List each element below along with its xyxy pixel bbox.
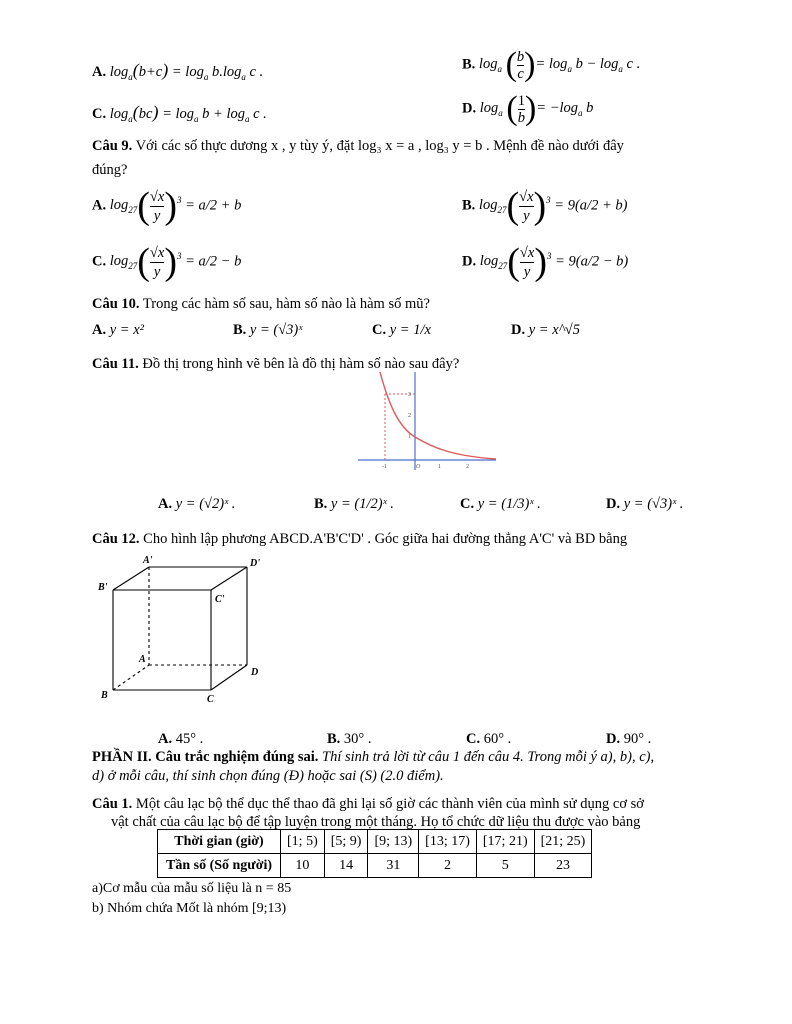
graph-tick-x-neg1: -1 <box>382 464 387 470</box>
table-header-frequency: Tần số (Số người) <box>158 854 281 878</box>
table-frequency: 5 <box>476 854 534 878</box>
edge-b-a <box>113 665 149 690</box>
q8-option-d: D. $\log_a$ ( $\frac{1}{b}$ )= $-\log_a$ b <box>462 90 594 127</box>
q12-option-d: D. 90° . <box>606 731 652 747</box>
table-interval: [13; 17) <box>419 830 477 854</box>
q12-stem: Câu 12. Cho hình lập phương ABCD.A'B'C'D' . Góc giữa hai đường thẳng A'C' và BD bằng <box>92 531 628 547</box>
q9-option-a: A. $\log_{27}$( $\frac{√x}{y}$ )$^3$ = a/2 + b <box>92 185 242 227</box>
q10-option-b: B. y = (√3)ˣ <box>233 322 303 338</box>
graph-tick-y-2: 2 <box>408 413 411 419</box>
q10-stem: Câu 10. Trong các hàm số sau, hàm số nào là hàm số mũ? <box>92 296 430 312</box>
label-c1: C' <box>215 594 225 605</box>
graph-tick-y-3: 3 <box>408 392 411 398</box>
label-c: C <box>207 694 214 702</box>
graph-origin-label: O <box>416 464 421 470</box>
q8-option-b: B. $\log_a$ ( $\frac{b}{c}$ )= $\log_a b - \log_a c$ . <box>462 46 641 83</box>
label-a: A <box>139 654 146 665</box>
q11-option-b: B. y = (1/2)ˣ . <box>314 496 394 512</box>
edge-d-c <box>211 665 247 690</box>
graph-tick-x-2: 2 <box>466 464 469 470</box>
frequency-table <box>157 829 592 878</box>
table-interval: [17; 21) <box>476 830 534 854</box>
graph-tick-y-1: 1 <box>408 434 411 440</box>
q9-stem: Câu 9. Với các số thực dương x , y tùy ý, đặt log₃ x = a , log₃ y = b . Mệnh đề nào dưới đây <box>92 138 624 154</box>
q11-option-c: C. y = (1/3)ˣ . <box>460 496 541 512</box>
graph-curve <box>380 372 496 459</box>
q9-option-b: B. $\log_{27}$( $\frac{√x}{y}$ )$^3$ = 9(a/2 + b) <box>462 185 628 227</box>
q11-option-d: D. y = (√3)ˣ . <box>606 496 684 512</box>
label-a1: A' <box>143 555 153 566</box>
q9-option-c: C. $\log_{27}$( $\frac{√x}{y}$ )$^3$ = a/2 − b <box>92 241 242 283</box>
p2q1-statement-a: a)Cơ mẫu của mẫu số liệu là n = 85 <box>92 881 292 896</box>
table-frequency: 10 <box>281 854 325 878</box>
part2-header-cont: d) ở mỗi câu, thí sinh chọn đúng (Đ) hoặc sai (S) (2.0 điểm). <box>92 768 444 784</box>
q12-option-c: C. 60° . <box>466 731 512 747</box>
q12-option-a: A. 45° . <box>158 731 204 747</box>
table-header-time: Thời gian (giờ) <box>158 830 281 854</box>
q12-cube-figure <box>96 552 271 702</box>
table-interval: [21; 25) <box>534 830 592 854</box>
q9-stem-cont: đúng? <box>92 162 128 178</box>
table-frequency: 31 <box>368 854 419 878</box>
table-interval: [5; 9) <box>324 830 368 854</box>
p2q1-stem: Câu 1. Một câu lạc bộ thể dục thể thao đã ghi lại số giờ các thành viên của mình sử dụng cơ sở <box>92 796 644 812</box>
q12-option-b: B. 30° . <box>327 731 372 747</box>
table-row <box>158 854 592 878</box>
q11-option-a: A. y = (√2)ˣ . <box>158 496 236 512</box>
table-row <box>158 830 592 854</box>
label-b1: B' <box>98 582 108 593</box>
table-frequency: 2 <box>419 854 477 878</box>
label-b: B <box>101 690 108 701</box>
q8-option-a: A. $\log_a(b+c) = \log_a b.\log_a$ c . <box>92 60 264 82</box>
table-interval: [9; 13) <box>368 830 419 854</box>
q10-option-a: A. y = x² <box>92 322 144 338</box>
graph-tick-x-1: 1 <box>438 464 441 470</box>
p2q1-stem-cont: vật chất của câu lạc bộ để tập luyện trong một tháng. Họ tổ chức dữ liệu thu được vào bảng <box>111 814 641 830</box>
table-frequency: 14 <box>324 854 368 878</box>
label-d: D <box>251 667 259 678</box>
part2-header: PHẦN II. Câu trắc nghiệm đúng sai. Thí sinh trả lời từ câu 1 đến câu 4. Trong mỗi ý a), b), c), <box>92 749 655 765</box>
q11-stem: Câu 11. Đồ thị trong hình vẽ bên là đồ thị hàm số nào sau đây? <box>92 356 460 372</box>
q10-option-c: C. y = 1/x <box>372 322 431 338</box>
p2q1-statement-b: b) Nhóm chứa Mốt là nhóm [9;13) <box>92 901 287 916</box>
edge-d1-c1 <box>211 567 247 590</box>
q10-option-d: D. y = x^√5 <box>511 322 580 338</box>
table-interval: [1; 5) <box>281 830 325 854</box>
edge-b1-a1 <box>113 567 149 590</box>
q9-option-d: D. $\log_{27}$( $\frac{√x}{y}$ )$^3$ = 9(a/2 − b) <box>462 241 629 283</box>
q8-option-c: C. $\log_a(bc) = \log_a b + \log_a c$ . <box>92 102 267 124</box>
table-frequency: 23 <box>534 854 592 878</box>
q11-graph <box>358 372 498 472</box>
label-d1: D' <box>250 558 260 569</box>
